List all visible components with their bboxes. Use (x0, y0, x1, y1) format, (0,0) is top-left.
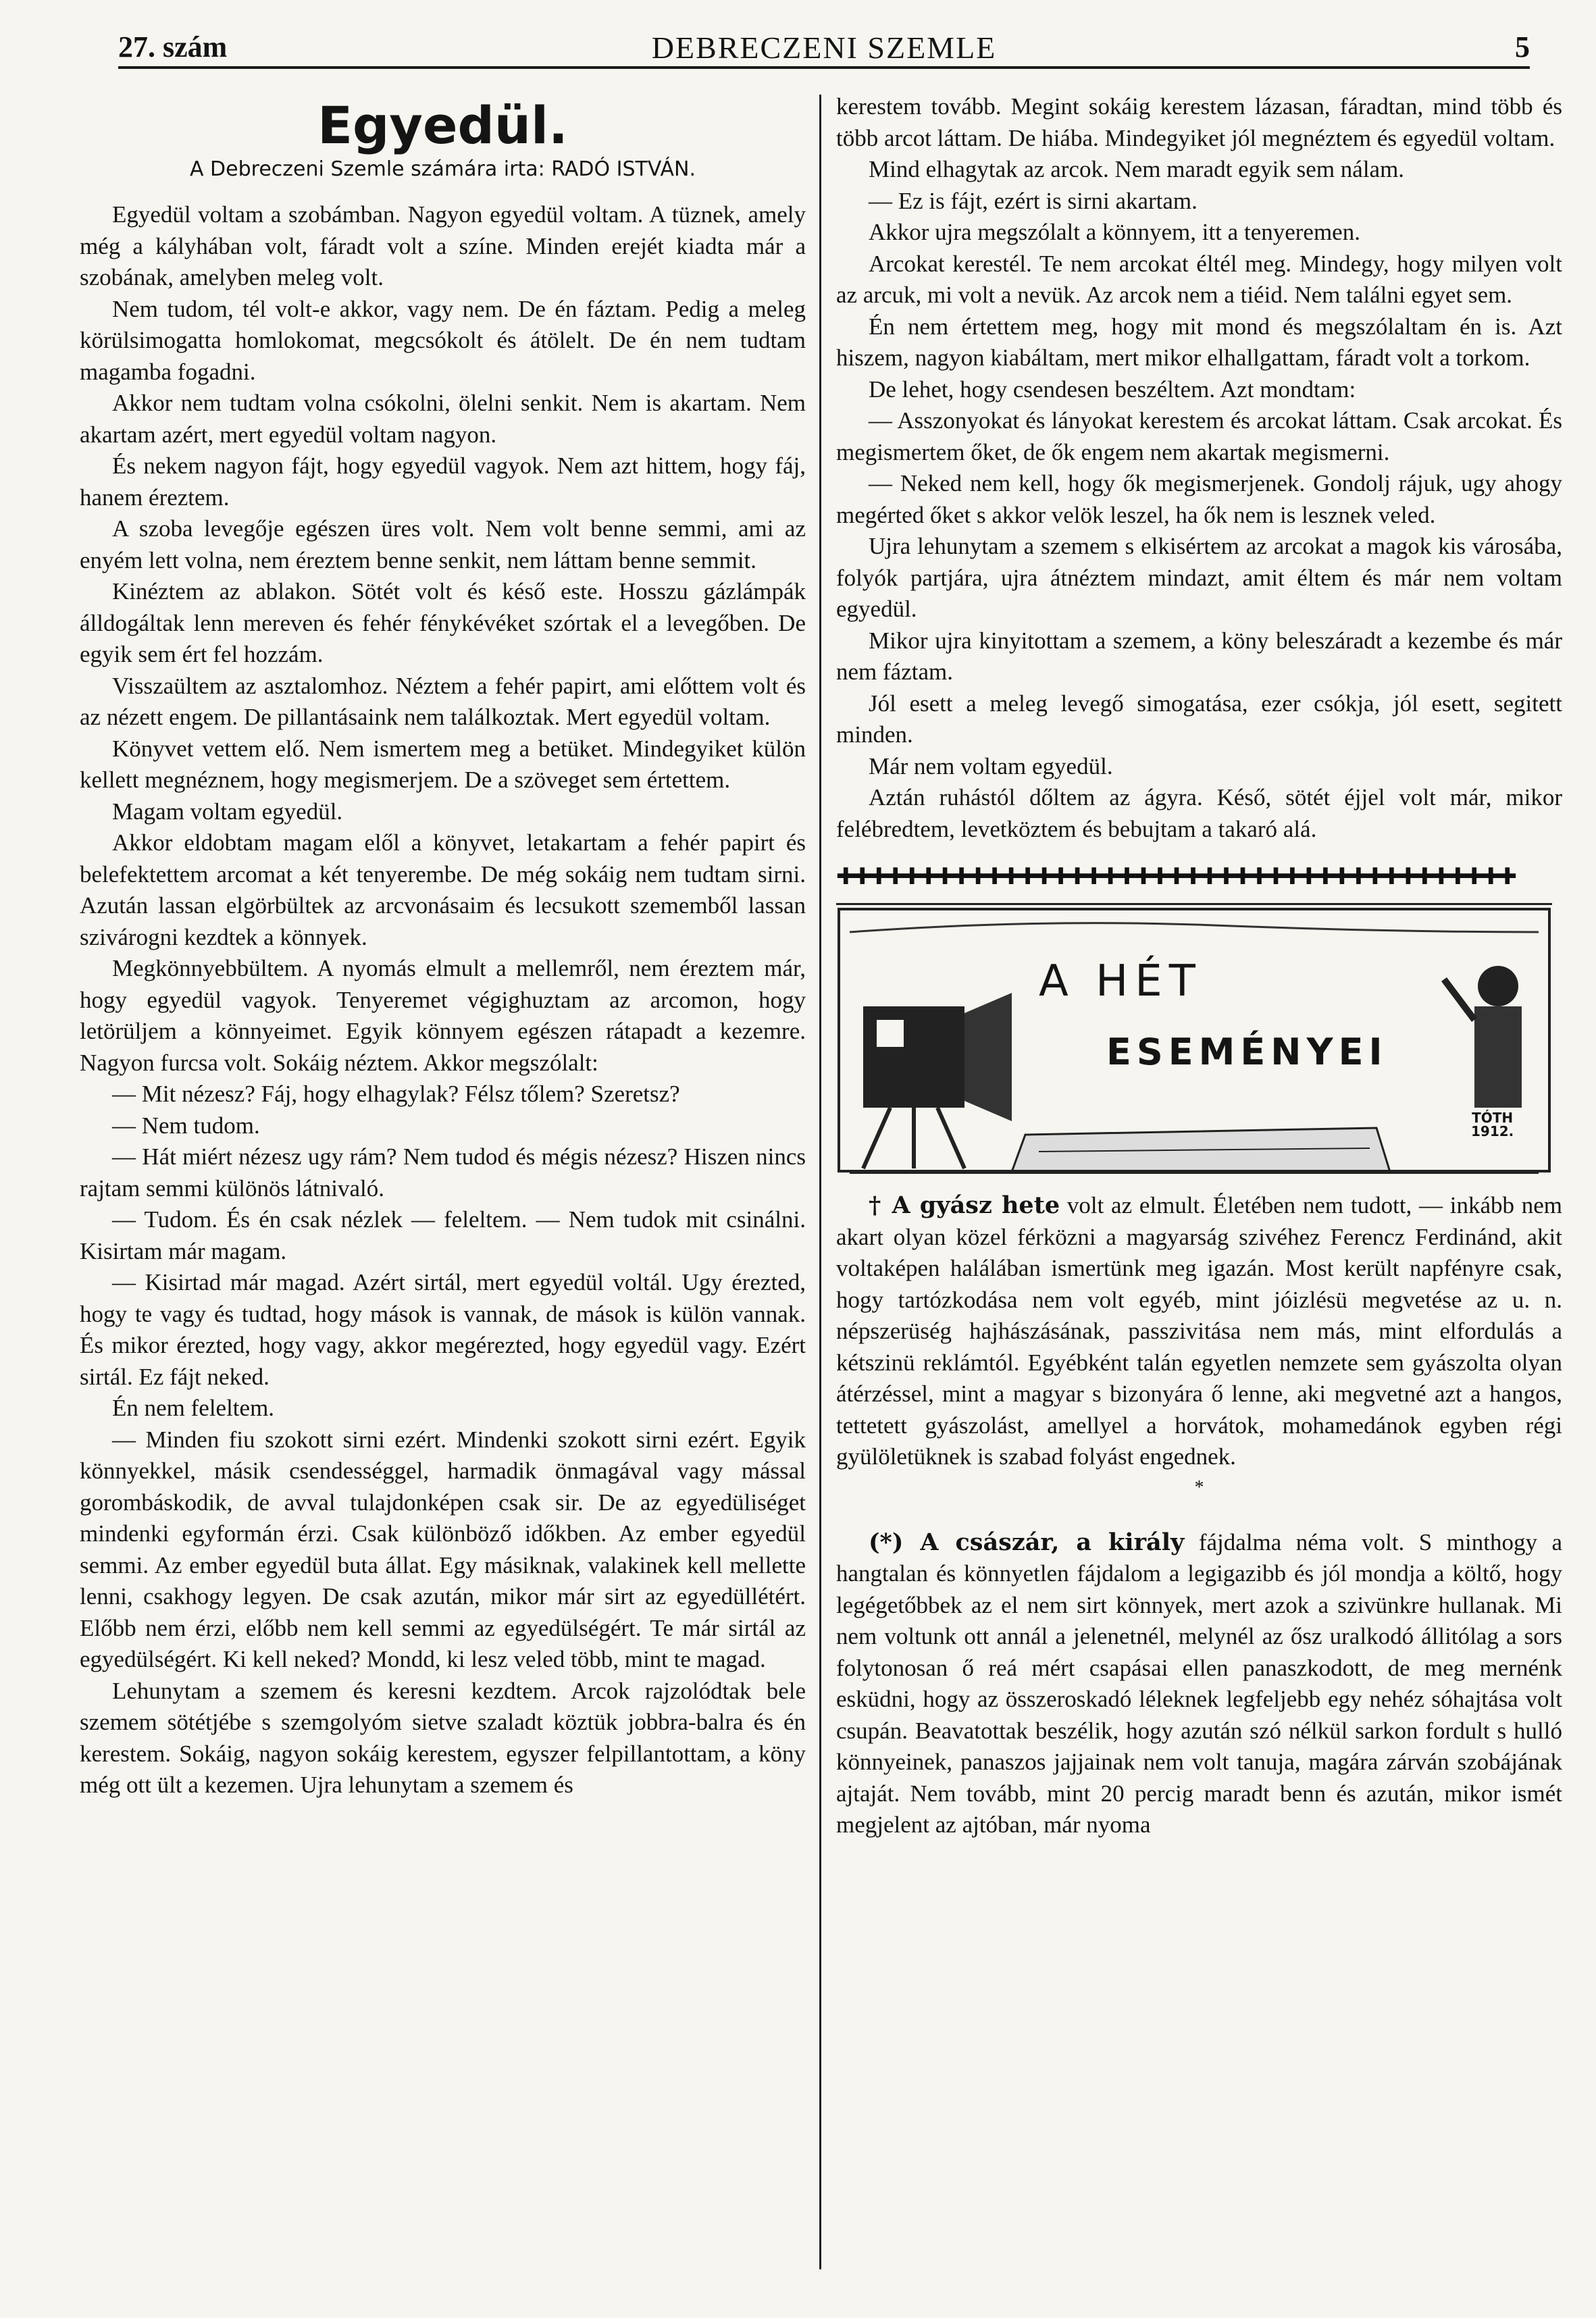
news-item (836, 1190, 1562, 1473)
article-paragraph: Akkor eldobtam magam elől a könyvet, letakartam a fehér papirt és belefektettem arcomat a két tenyerembe. De még sokáig nem tudtam sirni. Azután lassan elgörbültek az arcvonásaim és lecsukott szememből lassan szivárogni kezdtek a könnyek. (80, 829, 806, 950)
article-paragraph: Ujra lehunytam a szemem s elkisértem az arcokat a magok kis városába, folyók partjára, ujra átnéztem mindazt, amit éltem és már nem voltam egyedül. (836, 533, 1562, 622)
article-paragraph: — Ez is fájt, ezért is sirni akartam. (869, 187, 1198, 214)
article-paragraph: Megkönnyebbültem. A nyomás elmult a mellemről, nem éreztem már, hogy egyedül vagyok. Tenyeremet végighuztam az arcomon, hogy letörüljem a könnyeimet. Egyik könnyem egészen rátapadt a kezemre. Nagyon furcsa volt. Sokáig néztem. Akkor megszólalt: (80, 955, 806, 1076)
article-paragraph: — Mit nézesz? Fáj, hogy elhagylak? Félsz tőlem? Szeretsz? (112, 1081, 680, 1107)
article-paragraph: És nekem nagyon fájt, hogy egyedül vagyok. Nem azt hittem, hogy fáj, hanem éreztem. (80, 453, 806, 511)
article-paragraph: Akkor nem tudtam volna csókolni, ölelni senkit. Nem is akartam. Nem akartam azért, mert egyedül voltam nagyon. (80, 390, 806, 448)
article-paragraph: Egyedül voltam a szobámban. Nagyon egyedül voltam. A tüznek, amely még a kályhában volt, fáradt volt a színe. Minden erejét kiadta már a szobának, amelyben meleg volt. (80, 201, 806, 290)
right-column (836, 91, 1562, 1841)
article-paragraph: Én nem értettem meg, hogy mit mond és megszólaltam én is. Azt hiszem, nagyon kiabáltam, mert mikor elhallgattam, fáradt volt a torkom. (836, 313, 1562, 371)
issue-number: 27. szám (118, 30, 228, 63)
article-title: Egyedül. (317, 95, 568, 155)
journal-title: DEBRECZENI SZEMLE (651, 30, 997, 65)
signature-year: 1912. (1471, 1123, 1514, 1139)
article-paragraph: — Tudom. És én csak nézlek — feleltem. — Nem tudok mit csinálni. Kisirtam már magam. (80, 1206, 806, 1264)
banner-title-line2: ESEMÉNYEI (1106, 1031, 1388, 1073)
article-paragraph: Akkor ujra megszólalt a könnyem, itt a tenyeremen. (869, 219, 1360, 245)
article-paragraph: Én nem feleltem. (112, 1395, 275, 1421)
article-paragraph: — Minden fiu szokott sirni ezért. Mindenki szokott sirni ezért. Egyik könnyekkel, másik csendességgel, harmadik önmagával vagy mással gorombáskodik, de avval tulajdonképen csak sir. De az egyedüliséget mindenki egyformán érzi. Csak különböző időkben. Az ember egyedül semmi. Az ember egyedül buta állat. Egy másiknak, valakinek kell mellette lenni, csakhogy legyen. De csak azután, mikor már sirt az egyedüllétért. Előbb nem érzi, előbb nem kell semmi az egyedülségért. Te már sirtál az egyedülségért. Ki kell neked? Mondd, ki lesz veled több, mint te magad. (80, 1426, 806, 1672)
news-lead: (*) A császár, a király (869, 1528, 1185, 1556)
article-paragraph: Mind elhagytak az arcok. Nem maradt egyik sem nálam. (869, 156, 1405, 182)
page-header (118, 27, 1530, 69)
article-paragraph: Mikor ujra kinyitottam a szemem, a köny beleszáradt a kezembe és már nem fáztam. (836, 627, 1562, 685)
article-paragraph: Jól esett a meleg levegő simogatása, ezer csókja, jól esett, segitett minden. (836, 690, 1562, 748)
article-paragraph: Már nem voltam egyedül. (869, 752, 1113, 779)
article-paragraph: — Neked nem kell, hogy ők megismerjenek. Gondolj rájuk, ugy ahogy megérted őket s akkor velök leszel, ha ők nem is lesznek veled. (836, 470, 1562, 528)
separator-star: * (1194, 1476, 1204, 1498)
ornament-rule: ✚✚✚✚✚✚✚✚✚✚✚✚✚✚✚✚✚✚✚✚✚✚✚✚✚✚✚✚✚✚✚✚✚✚✚✚✚✚✚✚✚ (836, 865, 1515, 890)
artist-signature (1471, 1111, 1514, 1138)
article-paragraph: Nem tudom, tél volt-e akkor, vagy nem. De én fáztam. Pedig a meleg körülsimogatta homlokomat, megcsókolt és átölelt. De én nem tudtam magamba fogadni. (80, 295, 806, 385)
banner-title-line1: A HÉT (1039, 956, 1202, 1006)
article-paragraph: A szoba levegője egészen üres volt. Nem volt benne semmi, ami az enyém lett volna, nem éreztem benne senkit, nem láttam benne semmit. (80, 515, 806, 573)
article-paragraph: Visszaültem az asztalomhoz. Néztem a fehér papirt, ami előttem volt és az nézett engem. De pillantásaink nem találkoztak. Mert egyedül voltam. (80, 672, 806, 730)
news-item (836, 1527, 1562, 1841)
signature-name: TÓTH (1472, 1110, 1514, 1126)
article-paragraph: — Asszonyokat és lányokat kerestem és arcokat láttam. Csak arcokat. És megismertem őket, de ők engem nem akartak megismerni. (836, 407, 1562, 465)
left-column (80, 91, 806, 1801)
news-text: fájdalma néma volt. S minthogy a hangtalan és könnyetlen fájdalom a legigazibb és jól mondja a költő, hogy legégetőbbek az el nem sirt könnyek, mert azok a szivünkre hullanak. Mi nem voltunk ott annál a jelenetnél, melynél az ősz uralkodó állitólag a sors folytonosan ő reá mért csapásai ellen panaszkodott, de meg mernénk esküdni, hogy az összeroskadó léleknek legfeljebb egy nehéz sóhajtása volt csupán. Beavatottak beszélik, hogy azután szó nélkül sarkon fordult s hulló könnyeinek, panaszos jajjainak nem volt tanuja, magára zárván szobájának ajtaját. Nem tovább, mint 20 percig maradt benn és azután, mikor ismét megjelent az ajtóban, már nyoma (836, 1528, 1562, 1838)
column-divider (819, 95, 821, 2269)
article-paragraph: Arcokat kerestél. Te nem arcokat éltél meg. Mindegy, hogy milyen volt az arcuk, mi volt a nevük. Az arcok nem a tiéid. Nem találni egyet sem. (836, 250, 1562, 308)
article-paragraph: Kinéztem az ablakon. Sötét volt és késő este. Hosszu gázlámpák álldogáltak lenn mereven és fehér fénykévéket szórtak el a levegőben. De egyik sem ért fel hozzám. (80, 578, 806, 667)
article-paragraph: Aztán ruhástól dőltem az ágyra. Késő, sötét éjjel volt már, mikor felébredtem, levetköztem és bebujtam a takaró alá. (836, 784, 1562, 842)
article-paragraph: Magam voltam egyedül. (112, 798, 343, 825)
article-paragraph: — Hát miért nézesz ugy rám? Nem tudod és mégis nézesz? Hiszen nincs rajtam semmi különös látnivaló. (80, 1143, 806, 1202)
section-banner (836, 903, 1552, 1175)
news-text: volt az elmult. Életében nem tudott, — inkább nem akart olyan közel férközni a magyarság szivéhez Ferencz Ferdinánd, akit voltaképen halálában ismertünk meg igazán. Most került napfényre csak, hogy tartózkodása nem volt egyéb, mint jóizlésü megvetése az u. n. népszerüség hajhászásának, passzivitása nem más, mint elfordulás a kétszinü reklámtól. Egyébként talán egyetlen nemzete sem gyászolta olyan átérzéssel, mint a magyar s bizonyára ő lenne, aki megvetné azt a hangos, tettetett gyászolást, amellyel a horvátok, mohamedánok egyben régi gyülöletüknek is szabad folyást engednek. (836, 1192, 1562, 1470)
article-paragraph: — Nem tudom. (112, 1112, 260, 1139)
article-paragraph: De lehet, hogy csendesen beszéltem. Azt mondtam: (869, 376, 1356, 403)
article-paragraph: — Kisirtad már magad. Azért sirtál, mert egyedül voltál. Ugy érezted, hogy te vagy és tudtad, hogy mások is vannak, de mások is külön vannak. És mikor érezted, hogy vagy, akkor megérezted, hogy egyedül vagy. Ezért sirtál. Ez fájt neked. (80, 1269, 806, 1390)
article-byline: A Debreczeni Szemle számára irta: RADÓ ISTVÁN. (190, 157, 696, 181)
article-paragraph: Könyvet vettem elő. Nem ismertem meg a betüket. Mindegyiket külön kellett megnéznem, hogy megismerjem. De a szöveget sem értettem. (80, 735, 806, 793)
news-lead: † A gyász hete (869, 1191, 1060, 1219)
article-paragraph: Lehunytam a szemem és keresni kezdtem. Arcok rajzolódtak bele szemem sötétjébe s szemgolyóm sietve szaladt köztük jobbra-balra és én kerestem. Sokáig, nagyon sokáig kerestem, egyszer felpillantottam, a köny még ott ült a kezemen. Ujra lehunytam a szemem és (80, 1677, 806, 1798)
page-number: 5 (1515, 30, 1530, 63)
article-paragraph: kerestem tovább. Megint sokáig kerestem lázasan, fáradtan, mind több és több arcot láttam. De hiába. Mindegyiket jól megnéztem és egyedül voltam. (836, 93, 1562, 151)
